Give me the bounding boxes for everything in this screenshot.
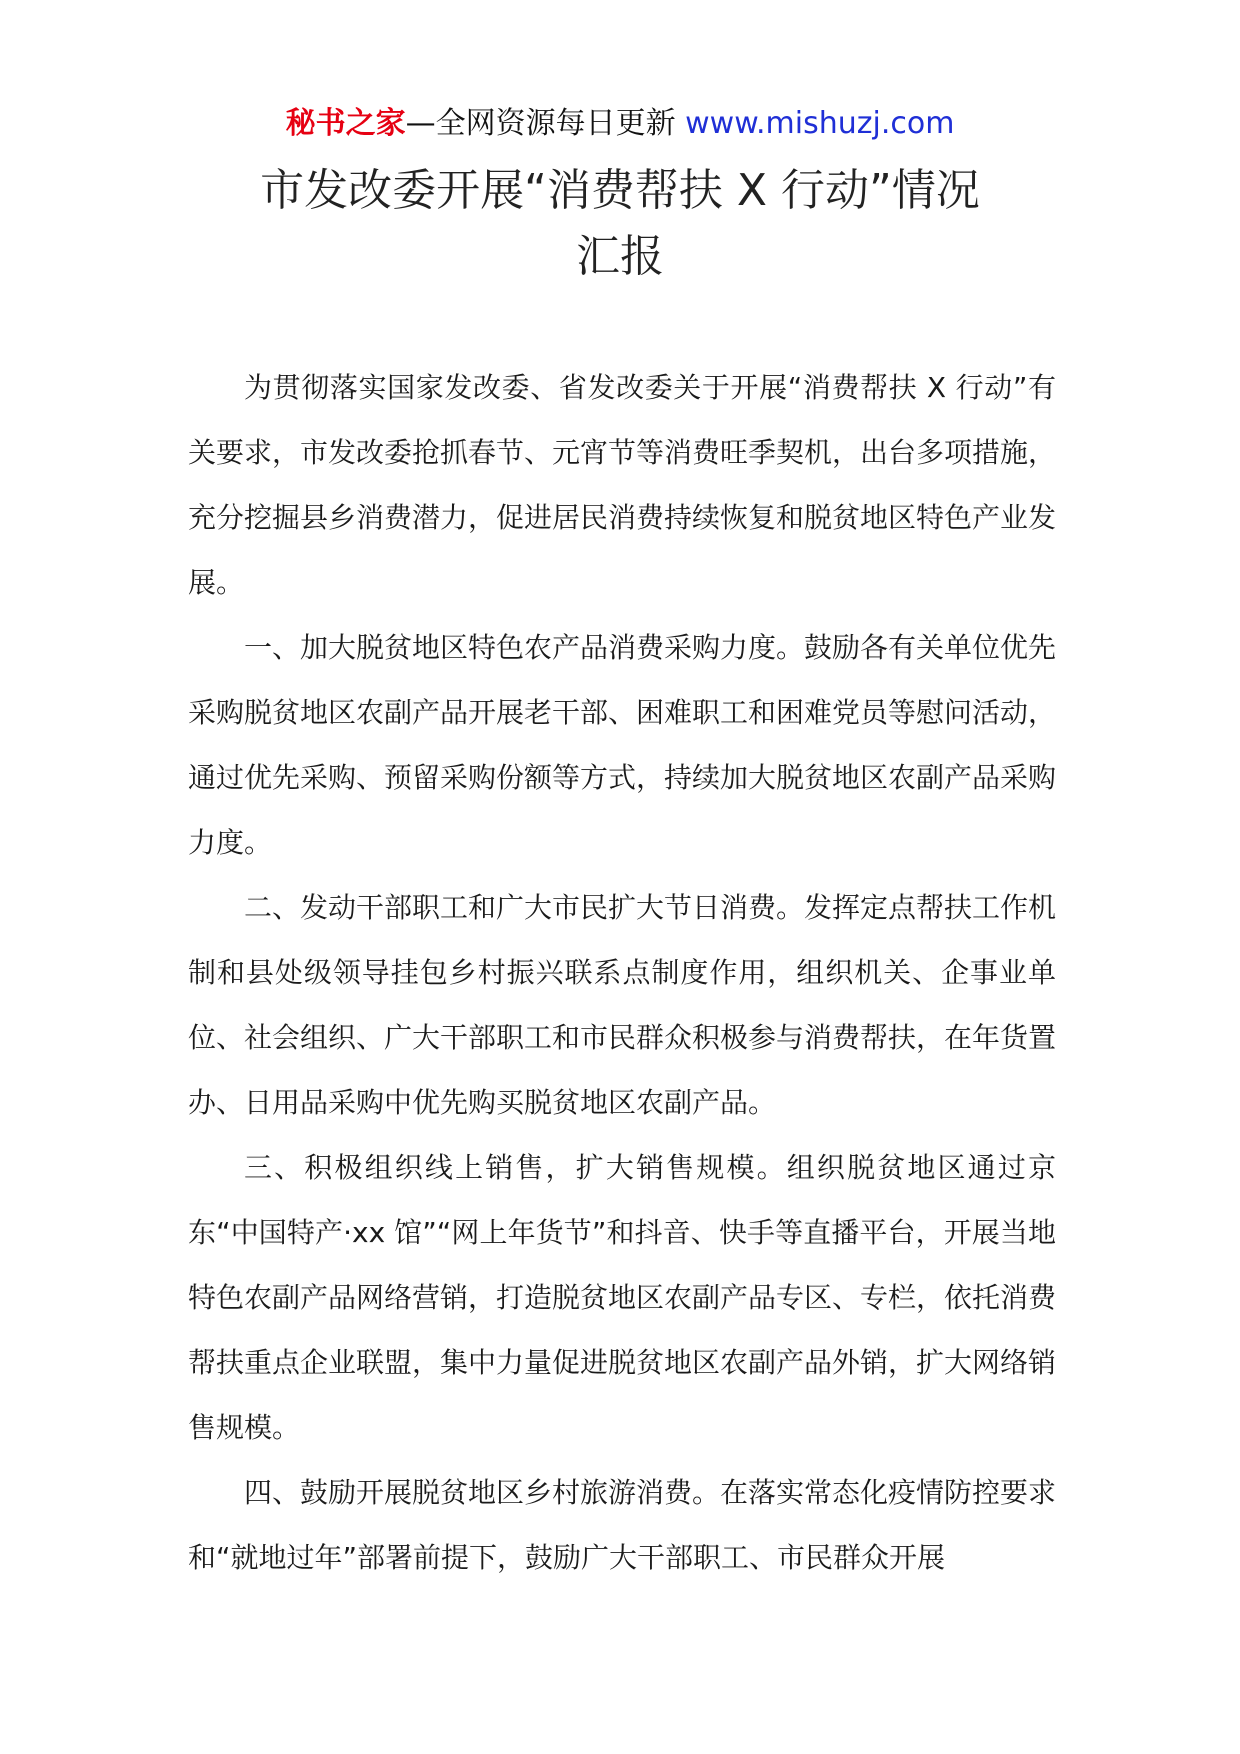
paragraph-section-4: 四、鼓励开展脱贫地区乡村旅游消费。在落实常态化疫情防控要求和“就地过年”部署前提下，鼓励广大干部职工、市民群众开展 [188,1476,1057,1574]
document-title [200,158,1040,290]
document-title-line-2: 汇报 [576,231,664,282]
site-banner [0,100,1240,148]
paragraph-section-2: 二、发动干部职工和广大市民扩大节日消费。发挥定点帮扶工作机制和县处级领导挂包乡村振兴联系点制度作用，组织机关、企事业单位、社会组织、广大干部职工和市民群众积极参与消费帮扶，在年货置办、日用品采购中优先购买脱贫地区农副产品。 [188,891,1057,1119]
paragraph-section-3: 三、积极组织线上销售，扩大销售规模。组织脱贫地区通过京东“中国特产·xx 馆”“网上年货节”和抖音、快手等直播平台，开展当地特色农副产品网络营销，打造脱贫地区农副产品专区、专栏，依托消费帮扶重点企业联盟，集中力量促进脱贫地区农副产品外销，扩大网络销售规模。 [188,1151,1057,1444]
banner-slogan: —全网资源每日更新 [405,106,686,141]
paragraph-section-1: 一、加大脱贫地区特色农产品消费采购力度。鼓励各有关单位优先采购脱贫地区农副产品开展老干部、困难职工和困难党员等慰问活动，通过优先采购、预留采购份额等方式，持续加大脱贫地区农副产品采购力度。 [188,631,1057,859]
document-body [188,355,1056,1590]
document-title-line-1: 市发改委开展“消费帮扶 X 行动”情况 [260,165,980,216]
paragraph-intro: 为贯彻落实国家发改委、省发改委关于开展“消费帮扶 X 行动”有关要求，市发改委抢抓春节、元宵节等消费旺季契机，出台多项措施，充分挖掘县乡消费潜力，促进居民消费持续恢复和脱贫地区特色产业发展。 [188,371,1057,599]
banner-url-link[interactable]: www.mishuzj.com [685,106,955,141]
banner-brand: 秘书之家 [285,106,406,141]
